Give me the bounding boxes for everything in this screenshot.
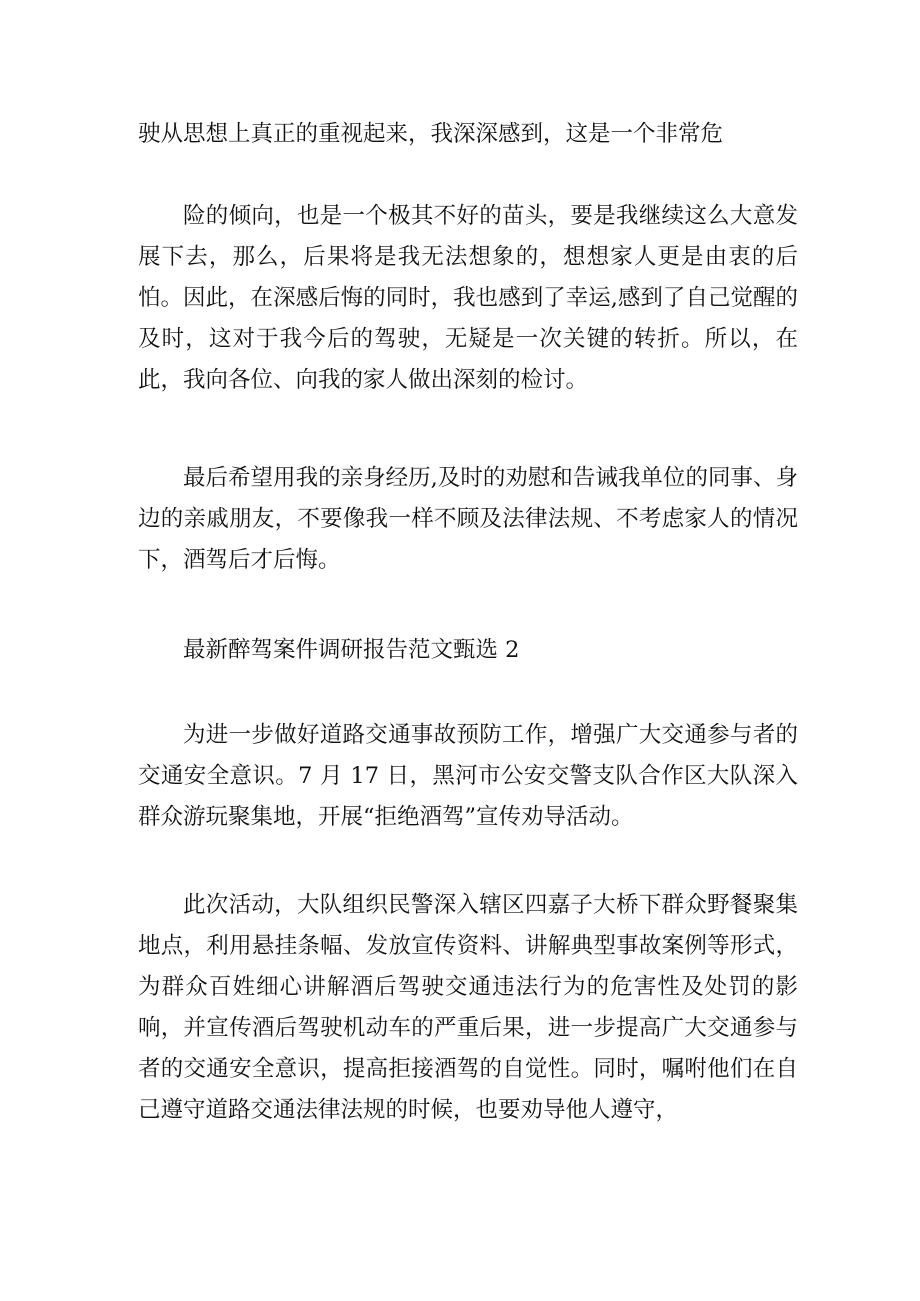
paragraph-campaign-details: 此次活动，大队组织民警深入辖区四嘉子大桥下群众野餐聚集地点，利用悬挂条幅、发放宣传资料、讲解典型事故案例等形式，为群众百姓细心讲解酒后驾驶交通违法行为的危害性及处罚的影响，并宣传酒后驾驶机动车的严重后果，进一步提高广大交通参与者的交通安全意识，提高拒接酒驾的自觉性。同时，嘱咐他们在自己遵守道路交通法律法规的时候，也要劝导他人遵守， xyxy=(138,892,798,1123)
paragraph-campaign-intro: 为进一步做好道路交通事故预防工作，增强广大交通参与者的交通安全意识。7 月 17 日，黑河市公安交警支队合作区大队深入群众游玩聚集地，开展“拒绝酒驾”宣传劝导活动。 xyxy=(138,722,798,830)
paragraph-self-criticism: 险的倾向，也是一个极其不好的苗头，要是我继续这么大意发展下去，那么，后果将是我无法想象的，想想家人更是由衷的后怕。因此，在深感后悔的同时，我也感到了幸运,感到了自己觉醒的及时，这对于我今后的驾驶，无疑是一次关键的转折。所以，在此，我向各位、向我的家人做出深刻的检讨。 xyxy=(138,203,798,393)
section-heading: 最新醉驾案件调研报告范文甄选 2 xyxy=(183,637,520,663)
paragraph-closing-wish: 最后希望用我的亲身经历,及时的劝慰和告诫我单位的同事、身边的亲戚朋友，不要像我一样不顾及法律法规、不考虑家人的情况下，酒驾后才后悔。 xyxy=(138,465,798,573)
paragraph-continuation: 驶从思想上真正的重视起来，我深深感到，这是一个非常危 xyxy=(138,121,724,147)
